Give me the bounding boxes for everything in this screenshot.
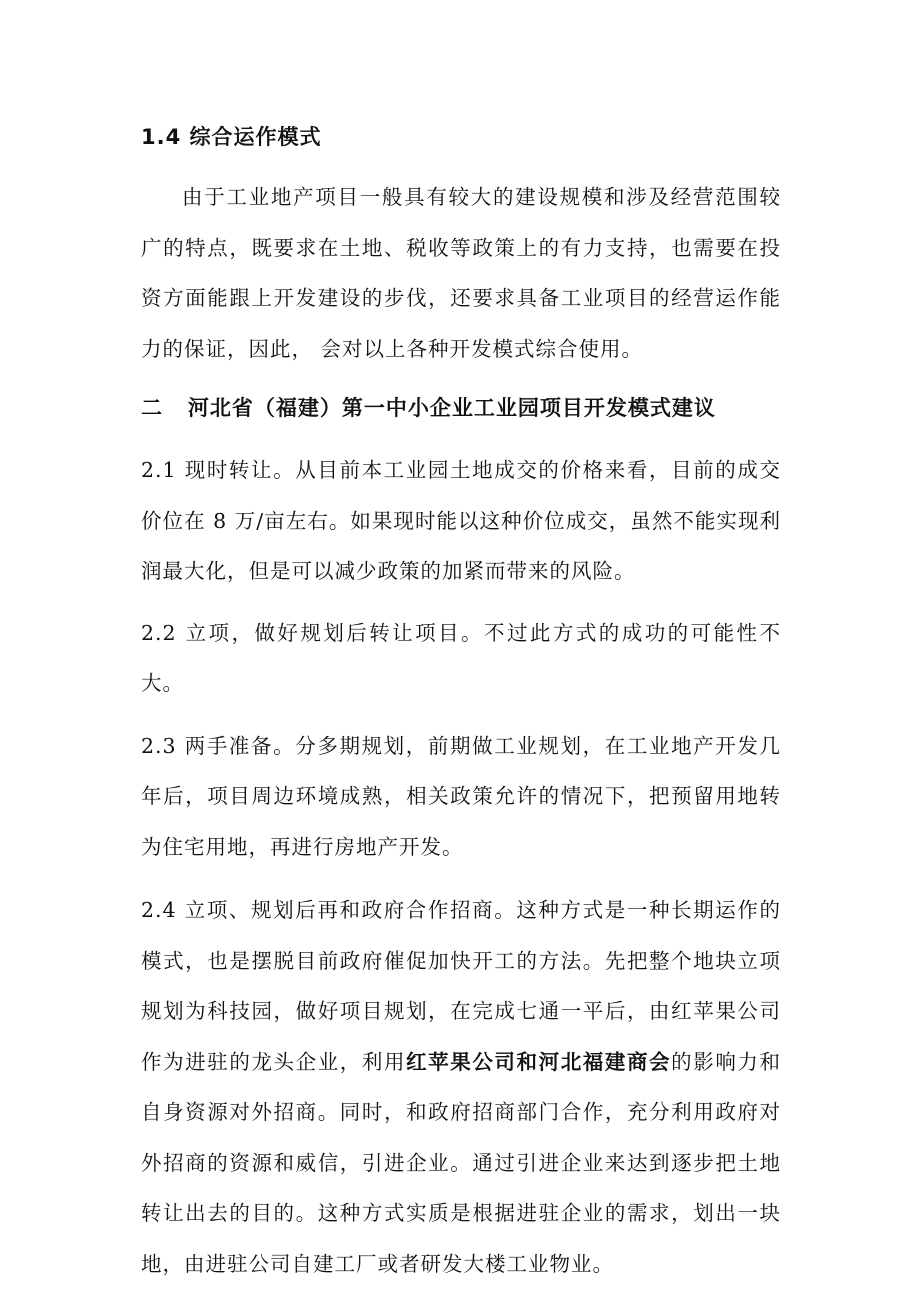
section-1-4-heading: 1.4 综合运作模式 bbox=[141, 125, 322, 149]
document-page bbox=[141, 112, 781, 1289]
item-2-4-highlight: 红苹果公司和河北福建商会 bbox=[406, 1049, 672, 1074]
section-1-4-paragraph: 由于工业地产项目一般具有较大的建设规模和涉及经营范围较广的特点，既要求在土地、税收等政策上的有力支持，也需要在投资方面能跟上开发建设的步伐，还要求具备工业项目的经营运作能力的保证，因此， 会对以上各种开发模式综合使用。 bbox=[141, 185, 781, 361]
item-2-2-paragraph: 2.2 立项，做好规划后转让项目。不过此方式的成功的可能性不大。 bbox=[141, 620, 781, 695]
item-2-4-paragraph bbox=[141, 885, 781, 1289]
item-2-4-text-before: 2.4 立项、规划后再和政府合作招商。这种方式是一种长期运作的模式，也是摆脱目前政府催促加快开工的方法。先把整个地块立项规划为科技园，做好项目规划，在完成七通一平后，由红苹果公司作为进驻的龙头企业，利用 bbox=[141, 898, 781, 1074]
item-2-1-paragraph: 2.1 现时转让。从目前本工业园土地成交的价格来看，目前的成交价位在 8 万/亩左右。如果现时能以这种价位成交，虽然不能实现利润最大化，但是可以减少政策的加紧而带来的风险。 bbox=[141, 458, 781, 583]
item-2-3-paragraph: 2.3 两手准备。分多期规划，前期做工业规划，在工业地产开发几年后，项目周边环境成熟，相关政策允许的情况下，把预留用地转为住宅用地，再进行房地产开发。 bbox=[141, 733, 781, 859]
section-2-heading: 二 河北省（福建）第一中小企业工业园项目开发模式建议 bbox=[141, 396, 716, 420]
item-2-4-text-after: 的影响力和自身资源对外招商。同时，和政府招商部门合作，充分利用政府对外招商的资源和威信，引进企业。通过引进企业来达到逐步把土地转让出去的目的。这种方式实质是根据进驻企业的需求，划出一块地，由进驻公司自建工厂或者研发大楼工业物业。 bbox=[141, 1049, 782, 1276]
